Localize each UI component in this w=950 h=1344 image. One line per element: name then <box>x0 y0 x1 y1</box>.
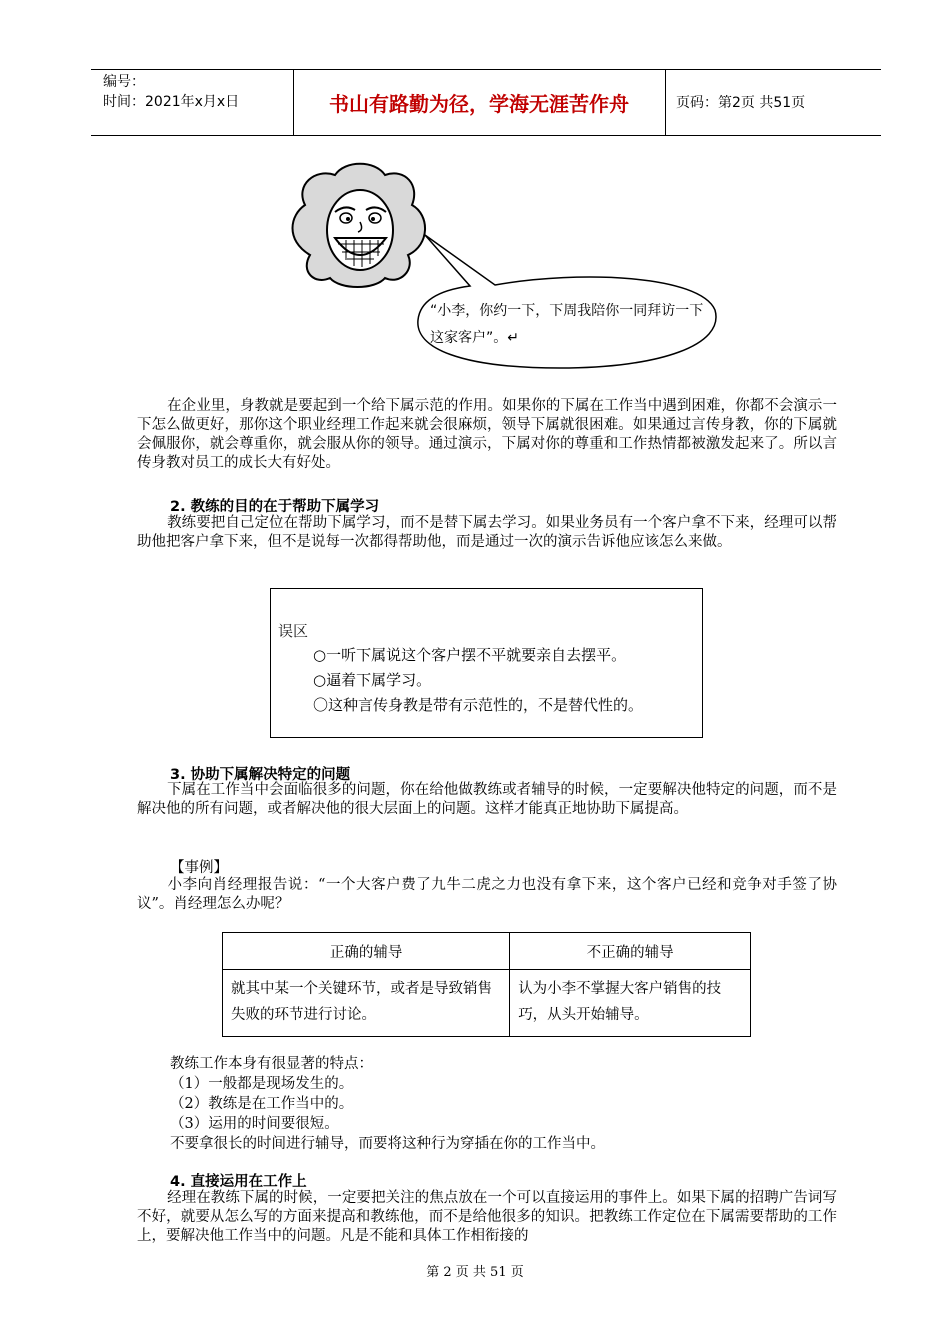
traits-outro: 不要拿很长的时间进行辅导，而要将这种行为穿插在你的工作当中。 <box>170 1136 605 1152</box>
header-motto: 书山有路勤为径，学海无涯苦作舟 <box>329 92 629 116</box>
table-row <box>223 970 751 1037</box>
coaching-comparison-table <box>222 932 751 1037</box>
table-header-cell: 正确的辅导 <box>223 933 510 970</box>
paragraph-body: 经理在教练下属的时候，一定要把关注的焦点放在一个可以直接运用的事件上。如果下属的招聘广告词写不好，就要从怎么写的方面来提高和教练他，而不是给他很多的知识。把教练工作定位在下属需要帮助的工作上，要解决他工作当中的问题。凡是不能和具体工作相衔接的 <box>137 1190 837 1244</box>
paragraph-body: 下属在工作当中会面临很多的问题，你在给他做教练或者辅导的时候，一定要解决他特定的问题，而不是解决他的所有问题，或者解决他的很大层面上的问题。这样才能真正地协助下属提高。 <box>137 782 837 817</box>
trait-item: （1）一般都是现场发生的。 <box>170 1076 354 1092</box>
trait-item: （3）运用的时间要很短。 <box>170 1116 339 1132</box>
speech-bubble-text: “小李，你约一下，下周我陪你一同拜访一下这家客户”。↵ <box>430 303 704 346</box>
misconception-item: 〇这种言传身教是带有示范性的，不是替代性的。 <box>313 696 644 714</box>
header-bottom-rule <box>91 135 881 136</box>
header-divider <box>665 69 666 136</box>
cartoon-face-icon <box>293 164 426 287</box>
misconception-title: 误区 <box>278 622 309 640</box>
doc-time-label: 时间：2021年x月x日 <box>103 94 240 110</box>
doc-code-label: 编号： <box>103 74 145 90</box>
misconception-item: ○一听下属说这个客户摆不平就要亲自去摆平。 <box>313 646 627 664</box>
header-page-number: 页码：第2页 共51页 <box>676 95 806 111</box>
paragraph-body: 教练要把自己定位在帮助下属学习，而不是替下属去学习。如果业务员有一个客户拿不下来，经理可以帮助他把客户拿下来，但不是说每一次都得帮助他，而是通过一次的演示告诉他应该怎么来做。 <box>137 515 837 550</box>
table-header-cell: 不正确的辅导 <box>510 933 751 970</box>
misconception-item: ○逼着下属学习。 <box>313 671 432 689</box>
header-meta <box>103 72 239 112</box>
section-heading: 4. 直接运用在工作上 <box>170 1174 307 1190</box>
case-title: 【事例】 <box>170 860 228 876</box>
paragraph-body: 在企业里，身教就是要起到一个给下属示范的作用。如果你的下属在工作当中遇到困难，你都不会演示一下怎么做更好，那你这个职业经理工作起来就会很麻烦，领导下属就很困难。如果通过言传身教，你的下属就会佩服你，就会尊重你，就会服从你的领导。通过演示，下属对你的尊重和工作热情都被激发起来了。所以言传身教对员工的成长大有好处。 <box>137 398 837 471</box>
section-heading: 2. 教练的目的在于帮助下属学习 <box>170 499 380 515</box>
header-top-rule <box>91 69 881 70</box>
table-header-row <box>223 933 751 970</box>
section-heading: 3. 协助下属解决特定的问题 <box>170 767 351 783</box>
trait-item: （2）教练是在工作当中的。 <box>170 1096 354 1112</box>
case-text: 小李向肖经理报告说：“一个大客户费了九牛二虎之力也没有拿下来，这个客户已经和竞争对手签了协议”。肖经理怎么办呢？ <box>137 877 837 912</box>
footer-page-number: 第 2 页 共 51 页 <box>426 1265 524 1280</box>
table-cell: 认为小李不掌握大客户销售的技巧，从头开始辅导。 <box>510 970 751 1037</box>
table-cell: 就其中某一个关键环节，或者是导致销售失败的环节进行讨论。 <box>223 970 510 1037</box>
traits-intro: 教练工作本身有很显著的特点： <box>170 1056 373 1072</box>
